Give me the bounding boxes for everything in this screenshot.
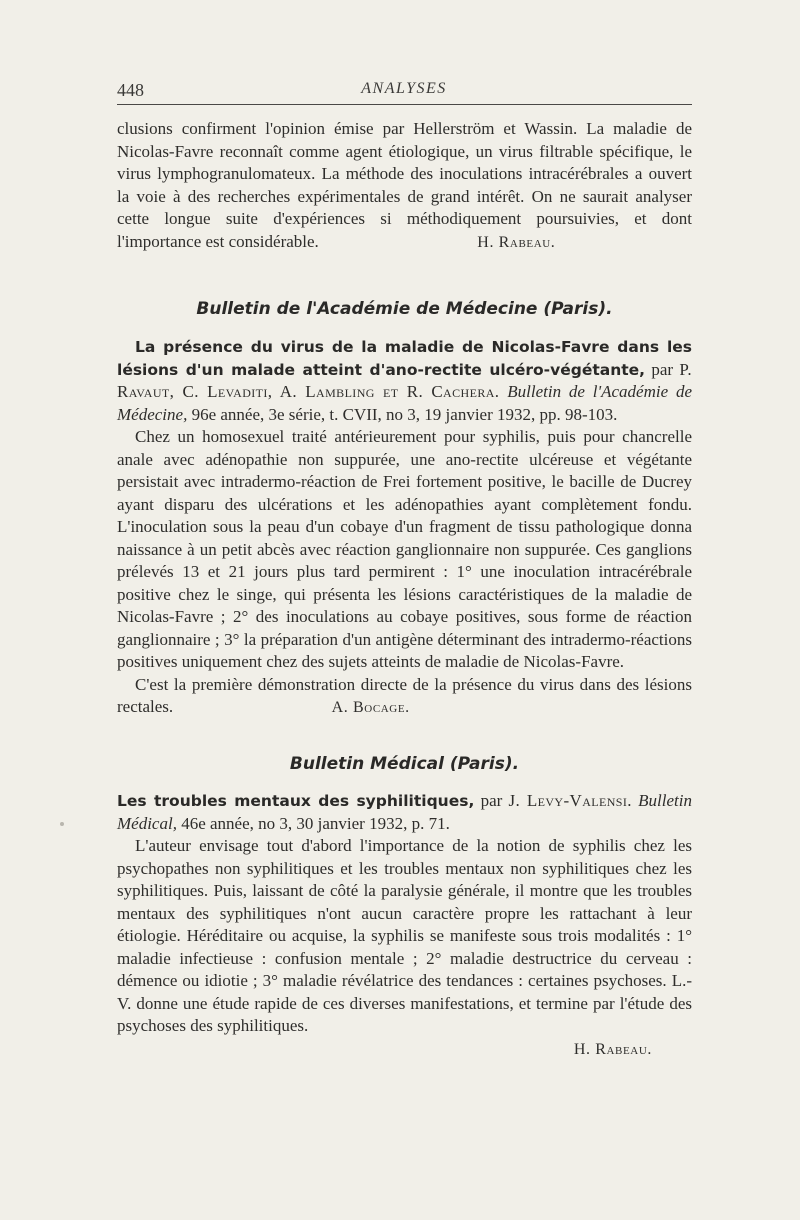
article-title: Les troubles mentaux des syphilitiques, — [117, 792, 475, 810]
margin-speck — [60, 822, 64, 826]
journal-name: Bulletin Médical, — [117, 791, 692, 833]
article-citation — [117, 336, 692, 426]
review-paragraph: L'auteur envisage tout d'abord l'importance de la notion de syphilis chez les psychopathes non syphilitiques et les troubles mentaux non syphilitiques chez les syphilitiques. Puis, laissant de côté la paralysie générale, il montre que les troubles mentaux des syphilitiques n'ont aucun caractère propre les rattachant à leur étiologie. Héréditaire ou acquise, la syphilis se manifeste sous trois modalités : 1° maladie infectieuse : confusion mentale ; 2° maladie destructrice du cerveau : démence ou idiotie ; 3° maladie révélatrice des tendances : certaines psychoses. L.-V. donne une étude rapide de ces diverses manifestations, et termine par l'étude des psychoses des syphilitiques. — [117, 836, 692, 1035]
review-bulletin-medical — [117, 790, 692, 1061]
section-heading-academie: Bulletin de l'Académie de Médecine (Paris). — [196, 299, 613, 319]
reviewer-signature: A. Bocage. — [331, 699, 410, 716]
continued-paragraph-text: clusions confirment l'opinion émise par Hellerström et Wassin. La maladie de Nicolas-Favre reconnaît comme agent étiologique, un virus filtrable spécifique, le virus lymphogranulomateux. La méthode des inoculations intracérébrales a ouvert la voie à des recherches expérimentales de grand intérêt. On ne saurait analyser cette longue suite d'expériences si méthodiquement poursuivies, et dont l'importance est considérable. — [117, 119, 692, 251]
running-title: ANALYSES — [361, 80, 447, 97]
section-heading-bulletin-medical: Bulletin Médical (Paris). — [289, 754, 520, 774]
page-number: 448 — [117, 80, 144, 100]
review-paragraph-conclusion — [117, 674, 692, 720]
citation-details: 96e année, 3e série, t. CVII, no 3, 19 janvier 1932, pp. 98-103. — [187, 404, 618, 424]
running-header — [117, 80, 691, 106]
reviewer-signature: H. Rabeau. — [477, 233, 556, 251]
reviewer-signature: H. Rabeau. — [573, 1040, 652, 1058]
article-authors: P. Ravaut, C. Levaditi, A. Lambling et R. Cachera. — [117, 359, 692, 401]
review-academie — [117, 336, 692, 720]
conclusion-text: C'est la première démonstration directe de la présence du virus dans des lésions rectales. — [117, 674, 692, 716]
journal-name: Bulletin de l'Académie de Médecine, — [117, 382, 692, 424]
continued-paragraph — [117, 118, 692, 254]
article-authors: J. Levy-Valensi. — [508, 791, 632, 810]
article-by: par — [474, 791, 509, 810]
citation-details: 46e année, no 3, 30 janvier 1932, p. 71. — [176, 813, 450, 833]
signature-line — [117, 1038, 692, 1062]
article-title: La présence du virus de la maladie de Nicolas-Favre dans les lésions d'un malade atteint d'ano-rectite ulcéro-végétante, — [117, 338, 692, 379]
header-rule — [117, 104, 692, 105]
review-paragraph: Chez un homosexuel traité antérieurement pour syphilis, puis pour chancrelle anale avec adénopathie non suppurée, une ano-rectite ulcéreuse et végétante persistait avec intradermo-réaction de Frei fortement positive, le bacille de Ducrey ayant disparu des ulcérations et les adénopathies ayant complètement fondu. L'inoculation sous la peau d'un cobaye d'un fragment de tissu pathologique donna naissance à un petit abcès avec réaction ganglionnaire non suppurée. Ces ganglions prélevés 13 et 21 jours plus tard permirent : 1° une inoculation intracérébrale positive chez le singe, qui présenta les lésions caractéristiques de la maladie de Nicolas-Favre ; 2° des inoculations au cobaye positives, sous forme de réaction ganglionnaire ; 3° la préparation d'un antigène déterminant des intradermo-réactions positives uniquement chez des sujets atteints de maladie de Nicolas-Favre. — [117, 427, 692, 671]
article-citation — [117, 790, 692, 835]
article-by: par — [645, 359, 680, 379]
continued-review — [117, 118, 692, 254]
